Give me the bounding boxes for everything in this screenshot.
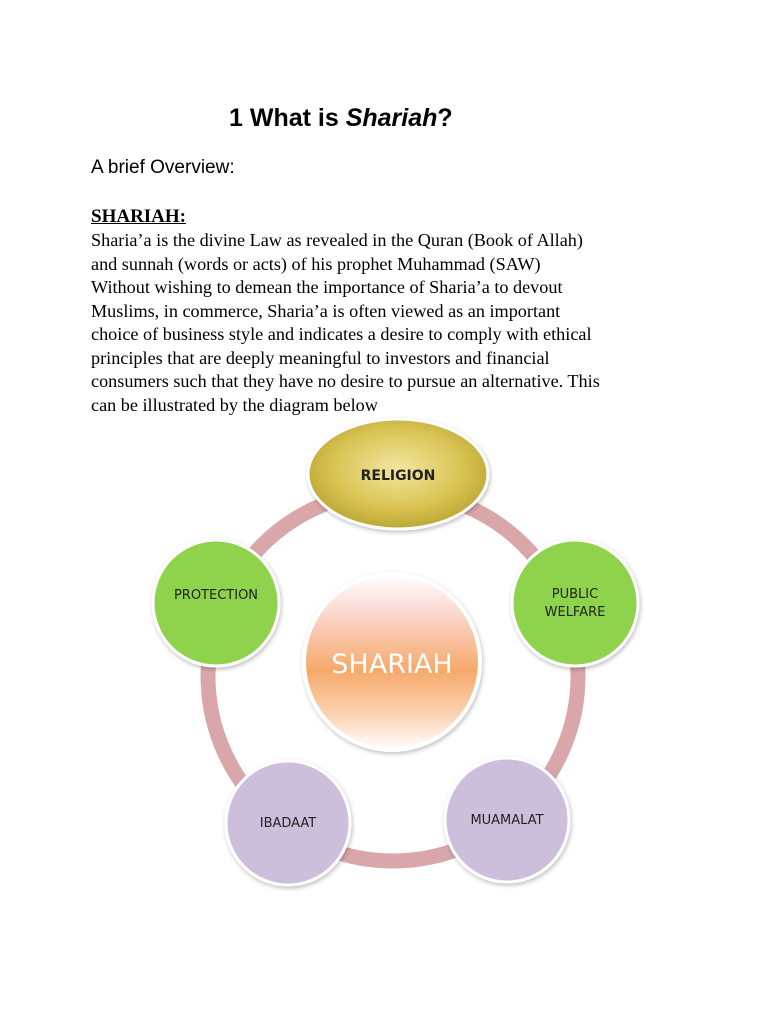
center-node: [304, 574, 480, 750]
public-welfare-circle: [512, 540, 638, 666]
node-muamalat: [445, 758, 569, 882]
ibadaat-label: IBADAAT: [259, 816, 317, 831]
muamalat-label: MUAMALAT: [470, 813, 544, 828]
subtitle: A brief Overview:: [91, 157, 235, 178]
section-heading: SHARIAH:: [91, 206, 187, 227]
title-suffix: ?: [437, 104, 453, 132]
paragraph-line: can be illustrated by the diagram below: [91, 394, 378, 415]
protection-circle: [153, 540, 279, 666]
paragraph-line: principles that are deeply meaningful to investors and financial: [91, 347, 550, 368]
title-prefix: 1 What is: [229, 104, 346, 132]
paragraph-line: choice of business style and indicates a desire to comply with ethical: [91, 324, 592, 344]
paragraph-line: consumers such that they have no desire to pursue an alternative. This: [91, 371, 600, 391]
paragraph-line: Without wishing to demean the importance of Sharia’a to devout: [91, 277, 563, 297]
public-welfare-label-line1: PUBLIC: [551, 587, 599, 602]
title-emphasis: Shariah: [345, 104, 438, 132]
paragraph-line: Muslims, in commerce, Sharia’a is often viewed as an important: [91, 300, 561, 321]
node-religion: [308, 419, 488, 529]
node-public-welfare: [512, 540, 638, 666]
religion-label: RELIGION: [360, 468, 436, 484]
node-protection: [153, 540, 279, 666]
paragraph-line: and sunnah (words or acts) of his prophet Muhammad (SAW): [91, 253, 541, 274]
paragraph-line: Sharia’a is the divine Law as revealed in the Quran (Book of Allah): [91, 230, 583, 250]
public-welfare-label-line2: WELFARE: [544, 605, 606, 620]
node-ibadaat: [226, 761, 350, 885]
center-label: SHARIAH: [331, 649, 453, 680]
protection-label: PROTECTION: [173, 588, 259, 603]
